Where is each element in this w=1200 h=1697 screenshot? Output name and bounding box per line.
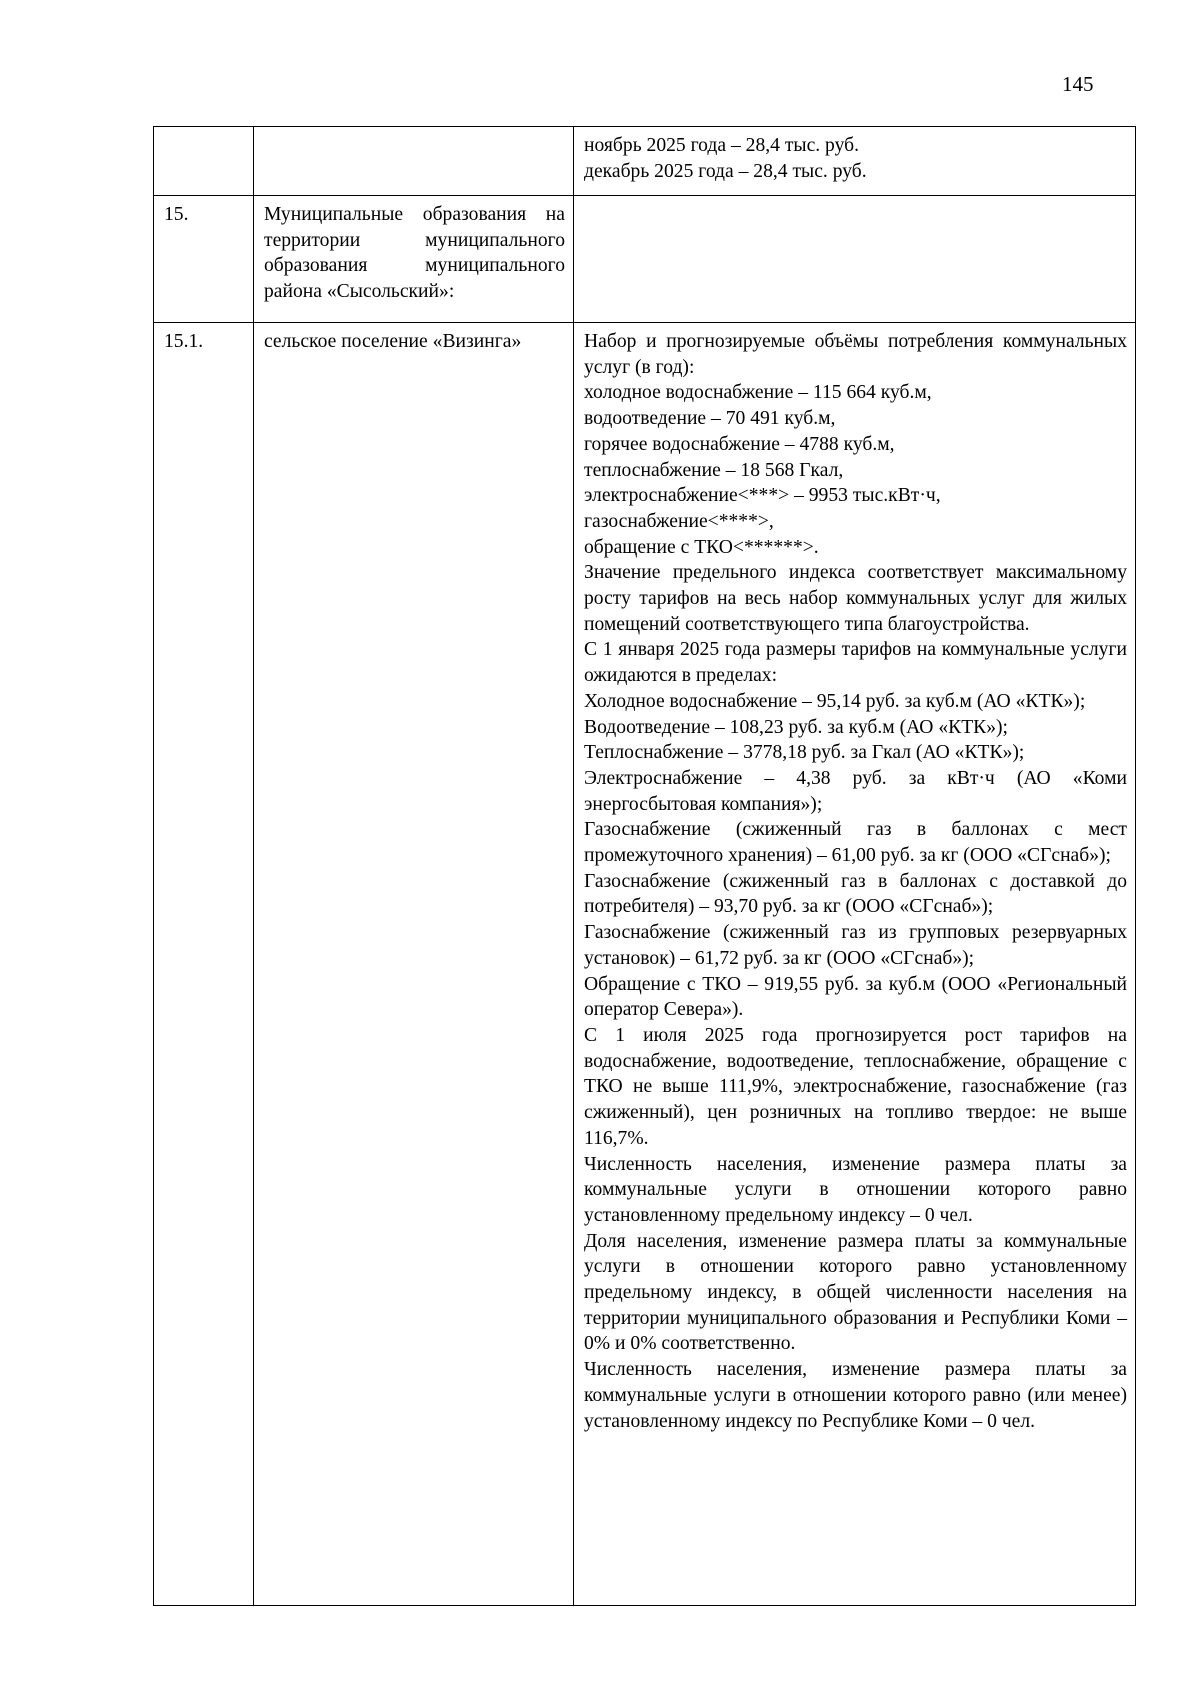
description-paragraph: газоснабжение<****>, <box>584 510 774 532</box>
table-row-continuation <box>154 127 1136 196</box>
table-row-section <box>154 196 1136 323</box>
tariff-table <box>153 126 1136 1606</box>
description-paragraph: Газоснабжение (сжиженный газ в баллонах с доставкой до потребителя) – 93,70 руб. за кг (ООО «СГснаб»); <box>584 870 1127 918</box>
description-paragraph: Численность населения, изменение размера платы за коммунальные услуги в отношении которого равно (или менее) установленному индексу по Республике Коми – 0 чел. <box>584 1359 1127 1432</box>
description-paragraph: Газоснабжение (сжиженный газ из групповых резервуарных установок) – 61,72 руб. за кг (ООО «СГснаб»); <box>584 922 1127 969</box>
description-paragraph: Водоотведение – 108,23 руб. за куб.м (АО «КТК»); <box>584 716 1008 738</box>
description-paragraph: Набор и прогнозируемые объёмы потребления коммунальных услуг (в год): <box>584 331 1127 378</box>
description-paragraph: Значение предельного индекса соответствует максимальному росту тарифов на весь набор коммунальных услуг для жилых помещений соответствующего типа благоустройства. <box>584 562 1127 635</box>
section-number: 15. <box>154 196 254 323</box>
description-paragraph: Доля населения, изменение размера платы за коммунальные услуги в отношении которого равно установленному предельному индексу, в общей численности населения на территории муниципального образования и Республики Коми – 0% и 0% соответственно. <box>584 1230 1127 1355</box>
description-paragraph: С 1 июля 2025 года прогнозируется рост тарифов на водоснабжение, водоотведение, теплоснабжение, обращение с ТКО не выше 111,9%, электроснабжение, газоснабжение (газ сжиженный), цен розничных на топливо твердое: не выше 116,7%. <box>584 1024 1127 1149</box>
cell-section-empty <box>574 196 1136 323</box>
description-paragraph: Численность населения, изменение размера платы за коммунальные услуги в отношении которого равно установленному предельному индексу – 0 чел. <box>584 1153 1127 1226</box>
description-paragraph: Обращение с ТКО – 919,55 руб. за куб.м (ООО «Региональный оператор Севера»). <box>584 973 1127 1021</box>
description-paragraph: Теплоснабжение – 3778,18 руб. за Гкал (АО «КТК»); <box>584 742 1025 764</box>
description-paragraph: С 1 января 2025 года размеры тарифов на коммунальные услуги ожидаются в пределах: <box>584 639 1127 687</box>
description-paragraph: водоотведение – 70 491 куб.м, <box>584 408 836 430</box>
cell-number-empty <box>154 127 254 196</box>
description-paragraph: холодное водоснабжение – 115 664 куб.м, <box>584 382 932 404</box>
entry-description <box>574 323 1136 1606</box>
table-row-entry <box>154 323 1136 1606</box>
cell-name-empty <box>254 127 574 196</box>
description-paragraph: электроснабжение<***> – 9953 тыс.кВт·ч, <box>584 485 941 507</box>
description-paragraph: Электроснабжение – 4,38 руб. за кВт·ч (АО «Коми энергосбытовая компания»); <box>584 767 1127 815</box>
description-paragraph: Газоснабжение (сжиженный газ в баллонах с мест промежуточного хранения) – 61,00 руб. за кг (ООО «СГснаб»); <box>584 819 1127 867</box>
description-paragraph: Холодное водоснабжение – 95,14 руб. за куб.м (АО «КТК»); <box>584 690 1086 712</box>
description-paragraph: горячее водоснабжение – 4788 куб.м, <box>584 433 895 455</box>
page-number: 145 <box>1062 72 1094 96</box>
section-title: Муниципальные образования на территории муниципального образования муниципального района «Сысольский»: <box>254 196 574 323</box>
description-paragraph: обращение с ТКО<******>. <box>584 536 819 558</box>
continuation-line: ноябрь 2025 года – 28,4 тыс. руб. <box>584 135 860 156</box>
continuation-line: декабрь 2025 года – 28,4 тыс. руб. <box>584 160 867 182</box>
entry-name: сельское поселение «Визинга» <box>254 323 574 1606</box>
description-paragraph: теплоснабжение – 18 568 Гкал, <box>584 459 844 481</box>
cell-continuation-text <box>574 127 1136 196</box>
entry-number: 15.1. <box>154 323 254 1606</box>
